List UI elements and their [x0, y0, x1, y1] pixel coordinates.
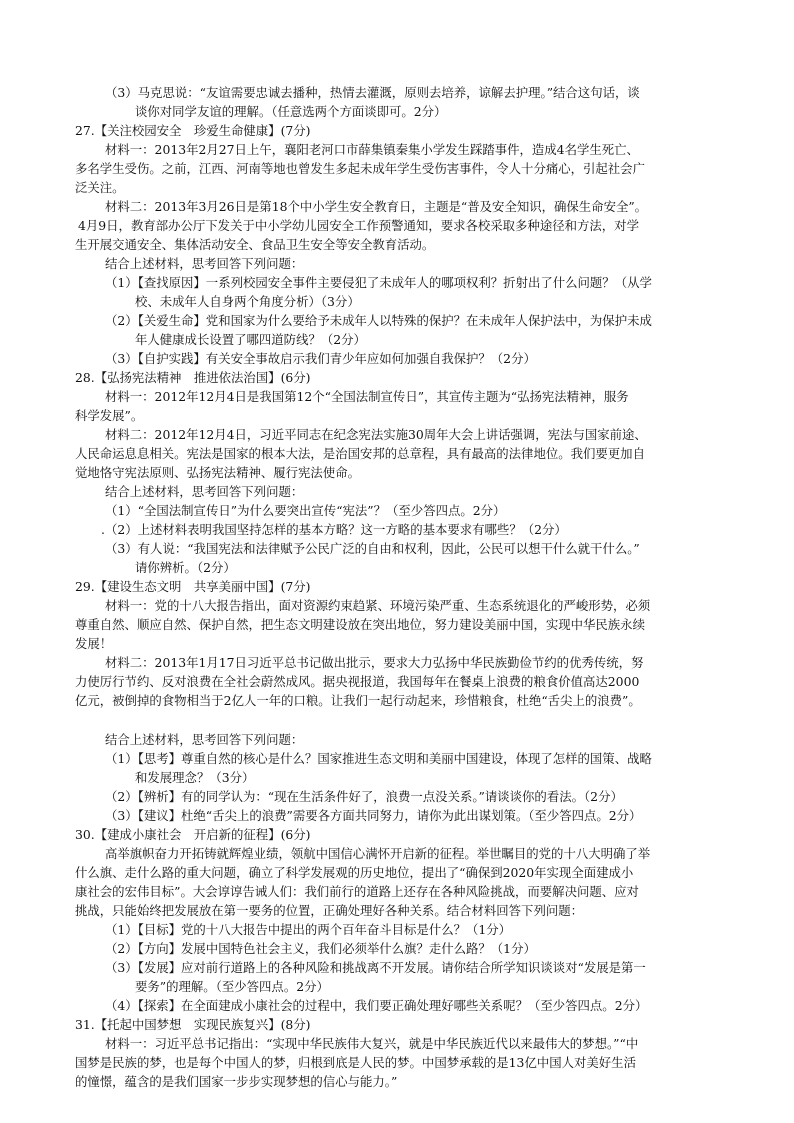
- text-line: 结合上述材料，思考回答下列问题：: [105, 732, 304, 747]
- text-line: 材料一：2013年2月27日上午，襄阳老河口市薛集镇秦集小学发生踩踏事件，造成4名学生死亡、: [105, 142, 639, 157]
- text-line: 28.【弘扬宪法精神 推进依法治国】(6分): [75, 370, 311, 385]
- text-line: 校、未成年人自身两个角度分析）（3分）: [135, 294, 360, 309]
- text-line: 挑战，只能始终把发展放在第一要务的位置，正确处理好各种关系。结合材料回答下列问题：: [75, 903, 584, 918]
- text-line: .（2）上述材料表明我国坚持怎样的基本方略？这一方略的基本要求有哪些？（2分）: [101, 522, 567, 537]
- text-line: （3）【自护实践】有关安全事故启示我们青少年应如何加强自我保护？（2分）: [105, 351, 536, 366]
- text-line: （2）【辨析】有的同学认为：“现在生活条件好了，浪费一点没关系。”请谈谈你的看法。（2分）: [105, 789, 623, 804]
- text-line: 觉地恪守宪法原则、弘扬宪法精神、履行宪法使命。: [75, 465, 360, 480]
- text-line: 4月9日，教育部办公厅下发关于中小学幼儿园安全工作预警通知，要求各校采取多种途径和方法，对学: [78, 218, 639, 233]
- text-line: 29.【建设生态文明 共享美丽中国】(7分): [75, 579, 311, 594]
- text-line: 人民命运息息相关。宪法是国家的根本大法，是治国安邦的总章程，具有最高的法律地位。我们要更加自: [75, 446, 645, 461]
- text-line: （3）【建议】杜绝“舌尖上的浪费”需要各方面共同努力，请你为此出谋划策。（至少答四点。2分）: [105, 808, 642, 823]
- text-line: 材料二：2013年3月26日是第18个中小学生安全教育日，主题是“普及安全知识，确保生命安全”。: [105, 199, 648, 214]
- text-line: 材料一：2012年12月4日是我国第12个“全国法制宣传日”，其宣传主题为“弘扬宪法精神，服务: [105, 389, 629, 404]
- text-line: （2）【方向】发展中国特色社会主义，我们必须举什么旗？走什么路？（1分）: [105, 941, 536, 956]
- text-line: 要务”的理解。（至少答四点。2分）: [135, 979, 329, 994]
- text-line: （1）【思考】尊重自然的核心是什么？国家推进生态文明和美丽中国建设，体现了怎样的国策、战略: [105, 751, 652, 766]
- text-line: 请你辨析。（2分）: [135, 560, 236, 575]
- text-line: 结合上述材料，思考回答下列问题：: [105, 256, 304, 271]
- text-line: 力使厉行节约、反对浪费在全社会蔚然成风。据央视报道，我国每年在餐桌上浪费的粮食价值高达2000: [75, 674, 640, 689]
- text-line: （4）【探索】在全面建成小康社会的过程中，我们要正确处理好哪些关系呢？（至少答四点。2分）: [105, 998, 648, 1013]
- text-line: 科学发展”。: [75, 408, 144, 423]
- text-line: （2）【关爱生命】党和国家为什么要给予未成年人以特殊的保护？在未成年人保护法中，为保护未成: [105, 313, 652, 328]
- text-line: 材料二：2013年1月17日习近平总书记做出批示，要求大力弘扬中华民族勤俭节约的优秀传统，努: [105, 655, 644, 670]
- text-line: 31.【托起中国梦想 实现民族复兴】(8分): [75, 1017, 311, 1032]
- text-line: 生开展交通安全、集体活动安全、食品卫生安全等安全教育活动。: [75, 237, 435, 252]
- text-line: 多名学生受伤。之前，江西、河南等地也曾发生多起未成年学生受伤害事件，令人十分痛心，引起社会广: [75, 161, 645, 176]
- text-line: 结合上述材料，思考回答下列问题：: [105, 484, 304, 499]
- text-line: 什么旗、走什么路的重大问题，确立了科学发展观的历史地位，提出了“确保到2020年实现全面建成小: [75, 865, 634, 880]
- text-line: 和发展理念？（3分）: [135, 770, 255, 785]
- text-line: 高举旗帜奋力开拓铸就辉煌业绩，领航中国信心满怀开启新的征程。举世瞩目的党的十八大明确了举: [105, 846, 651, 861]
- text-line: （3）马克思说：“友谊需要忠诚去播种，热情去灌溉，原则去培养，谅解去护理。”结合这句话，谈: [105, 85, 640, 100]
- text-line: 30.【建成小康社会 开启新的征程】(6分): [75, 827, 311, 842]
- text-line: 尊重自然、顺应自然、保护自然，把生态文明建设放在突出地位，努力建设美丽中国，实现中华民族永续: [75, 617, 645, 632]
- text-line: （1）【目标】党的十八大报告中提出的两个百年奋斗目标是什么？（1分）: [105, 922, 512, 937]
- text-line: 年人健康成长设置了哪四道防线？（2分）: [135, 332, 366, 347]
- text-line: （3）有人说：“我国宪法和法律赋予公民广泛的自由和权利，因此，公民可以想干什么就干什么。”: [105, 541, 640, 556]
- text-line: 材料一：党的十八大报告指出，面对资源约束趋紧、环境污染严重、生态系统退化的严峻形势，必须: [105, 598, 651, 613]
- text-line: （1）“全国法制宣传日”为什么要突出宣传“宪法”？（至少答四点。2分）: [105, 503, 506, 518]
- text-line: 康社会的宏伟目标”。大会谆谆告诫人们：我们前行的道路上还存在各种风险挑战，而要解决问题、应对: [75, 884, 639, 899]
- text-line: 亿元，被倒掉的食物相当于2亿人一年的口粮。让我们一起行动起来，珍惜粮食，杜绝“舌尖上的浪费”。: [75, 693, 641, 708]
- text-line: 发展！: [75, 636, 113, 651]
- text-line: 谈你对同学友谊的理解。（任意选两个方面谈即可。2分）: [135, 104, 447, 119]
- text-line: 泛关注。: [75, 180, 125, 195]
- text-line: （3）【发展】应对前行道路上的各种风险和挑战离不开发展。请你结合所学知识谈谈对“发展是第一: [105, 960, 646, 975]
- text-line: （1）【查找原因】一系列校园安全事件主要侵犯了未成年人的哪项权利？折射出了什么问题？（从学: [105, 275, 652, 290]
- text-line: 材料一：习近平总书记指出：“实现中华民族伟大复兴，就是中华民族近代以来最伟大的梦想。”“中: [105, 1036, 639, 1051]
- text-line: 27.【关注校园安全 珍爱生命健康】(7分): [75, 123, 311, 138]
- text-line: 国梦是民族的梦，也是每个中国人的梦，归根到底是人民的梦。中国梦承载的是13亿中国人对美好生活: [75, 1055, 636, 1070]
- text-line: 的憧憬，蕴含的是我们国家一步步实现梦想的信心与能力。”: [75, 1074, 398, 1089]
- text-line: 材料二：2012年12月4日，习近平同志在纪念宪法实施30周年大会上讲话强调，宪法与国家前途、: [105, 427, 647, 442]
